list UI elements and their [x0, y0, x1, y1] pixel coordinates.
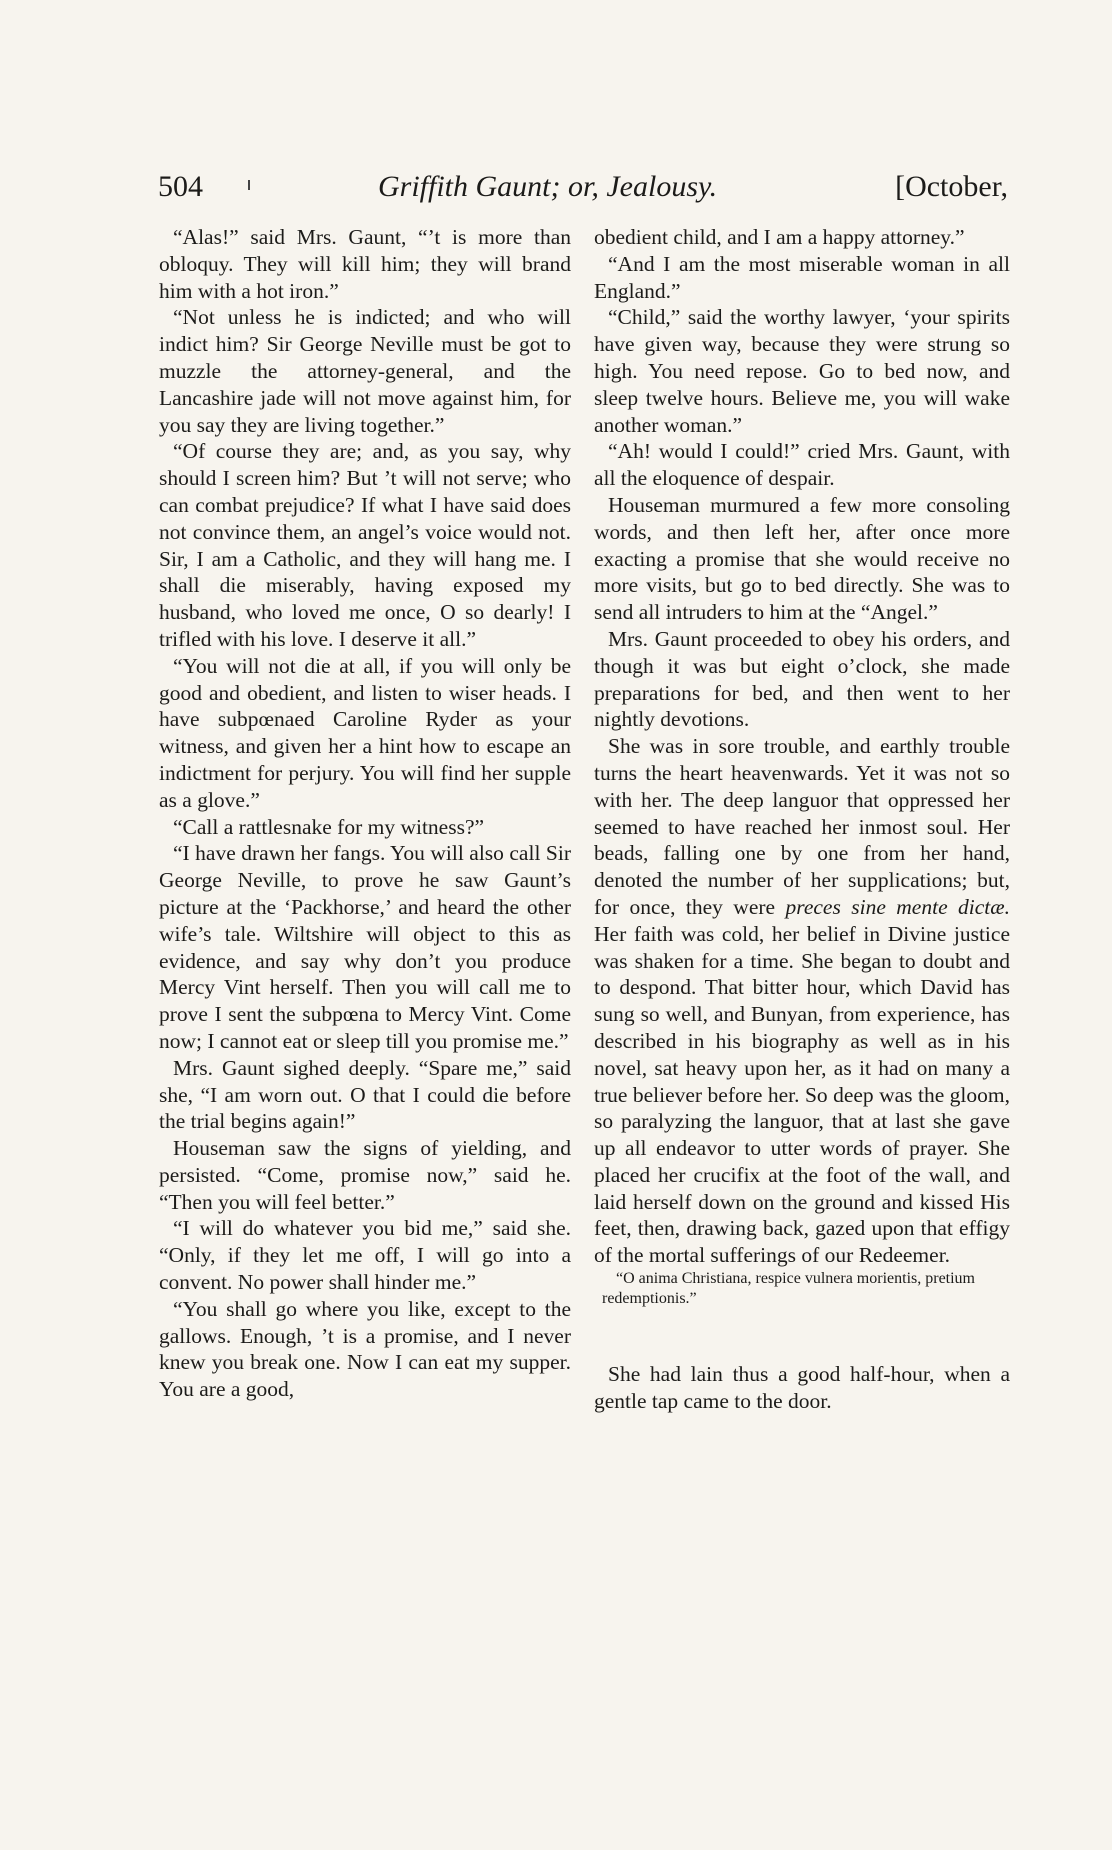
left-column [159, 224, 571, 1403]
latin-quote: “O anima Christiana, respice vulnera morientis, pretium redemptionis.” [602, 1270, 975, 1308]
paragraph: Mrs. Gaunt proceeded to obey his orders, and though it was but eight o’clock, she made preparations for bed, and then went to her nightly devotions. [594, 626, 1010, 732]
latin-phrase: preces sine mente dictæ. [785, 894, 1010, 919]
paragraph: Mrs. Gaunt sighed deeply. “Spare me,” said she, “I am worn out. O that I could die before the trial begins again!” [159, 1055, 571, 1134]
paragraph: “Call a rattlesnake for my witness?” [173, 814, 485, 839]
paragraph: “You shall go where you like, except to the gallows. Enough, ’t is a promise, and I never knew you break one. Now I can eat my supper. You are a good, [159, 1296, 571, 1402]
paragraph-text: Her faith was cold, her belief in Divine justice was shaken for a time. She began to doubt and to despond. That bitter hour, which David has sung so well, and Bunyan, from experience, has described in his biography as well as in his novel, sat heavy upon her, as it had on many a true believer before her. So deep was the gloom, so paralyzing the languor, that at last she gave up all endeavor to utter words of prayer. She placed her crucifix at the foot of the wall, and laid herself down on the ground and kissed His feet, then, drawing back, gazed upon that effigy of the mortal sufferings of our Redeemer. [594, 921, 1010, 1268]
paragraph: Houseman saw the signs of yielding, and persisted. “Come, promise now,” said he. “Then you will feel better.” [159, 1136, 571, 1214]
running-title: Griffith Gaunt; or, Jealousy. [378, 170, 718, 203]
paragraph: Houseman murmured a few more consoling words, and then left her, after once more exacting a promise that she would receive no more visits, but go to bed directly. She was to send all intruders to him at the “Angel.” [594, 492, 1010, 625]
paragraph: “Alas!” said Mrs. Gaunt, “’t is more than obloquy. They will kill him; they will brand him with a hot iron.” [159, 225, 571, 303]
running-header [158, 170, 1008, 210]
paragraph-text: She was in sore trouble, and earthly trouble turns the heart heavenwards. Yet it was not so with her. The deep languor that oppressed her seemed to have reached her inmost soul. Her beads, falling one by one from her hand, denoted the number of her supplications; but, for once, they were [594, 734, 1010, 919]
print-mark [248, 180, 250, 190]
right-column [594, 224, 1010, 1415]
paragraph: “You will not die at all, if you will only be good and obedient, and listen to wiser heads. I have subpœnaed Caroline Ryder as your witness, and given her a hint how to escape an indictment for perjury. You will find her supple as a glove.” [159, 653, 571, 812]
page-number: 504 [158, 170, 203, 203]
paragraph: “Ah! would I could!” cried Mrs. Gaunt, with all the eloquence of despair. [594, 439, 1010, 491]
paragraph: “Child,” said the worthy lawyer, ‘your spirits have given way, because they were strung so high. You need repose. Go to bed now, and sleep twelve hours. Believe me, you will wake another woman.” [594, 305, 1010, 437]
paragraph-continuation: obedient child, and I am a happy attorney.” [594, 225, 965, 249]
paragraph [594, 733, 1010, 1269]
paragraph: “I will do whatever you bid me,” said she. “Only, if they let me off, I will go into a convent. No power shall hinder me.” [159, 1216, 571, 1295]
paragraph: “And I am the most miserable woman in all England.” [594, 251, 1010, 303]
running-month: [October, [895, 170, 1008, 203]
paragraph: “I have drawn her fangs. You will also call Sir George Neville, to prove he saw Gaunt’s picture at the ‘Packhorse,’ and heard the other wife’s tale. Wiltshire will object to this as evidence, and say why don’t you produce Mercy Vint herself. Then you will call me to prove I sent the subpœna to Mercy Vint. Come now; I cannot eat or sleep till you promise me.” [159, 841, 571, 1053]
paragraph: She had lain thus a good half-hour, when a gentle tap came to the door. [594, 1362, 1010, 1413]
paragraph: “Of course they are; and, as you say, why should I screen him? But ’t will not serve; who can combat prejudice? If what I have said does not convince them, an angel’s voice would not. Sir, I am a Catholic, and they will hang me. I shall die miserably, having exposed my husband, who loved me once, O so dearly! I trifled with his love. I deserve it all.” [159, 439, 571, 651]
paragraph: “Not unless he is indicted; and who will indict him? Sir George Neville must be got to muzzle the attorney-general, and the Lancashire jade will not move against him, for you say they are living together.” [159, 305, 571, 437]
